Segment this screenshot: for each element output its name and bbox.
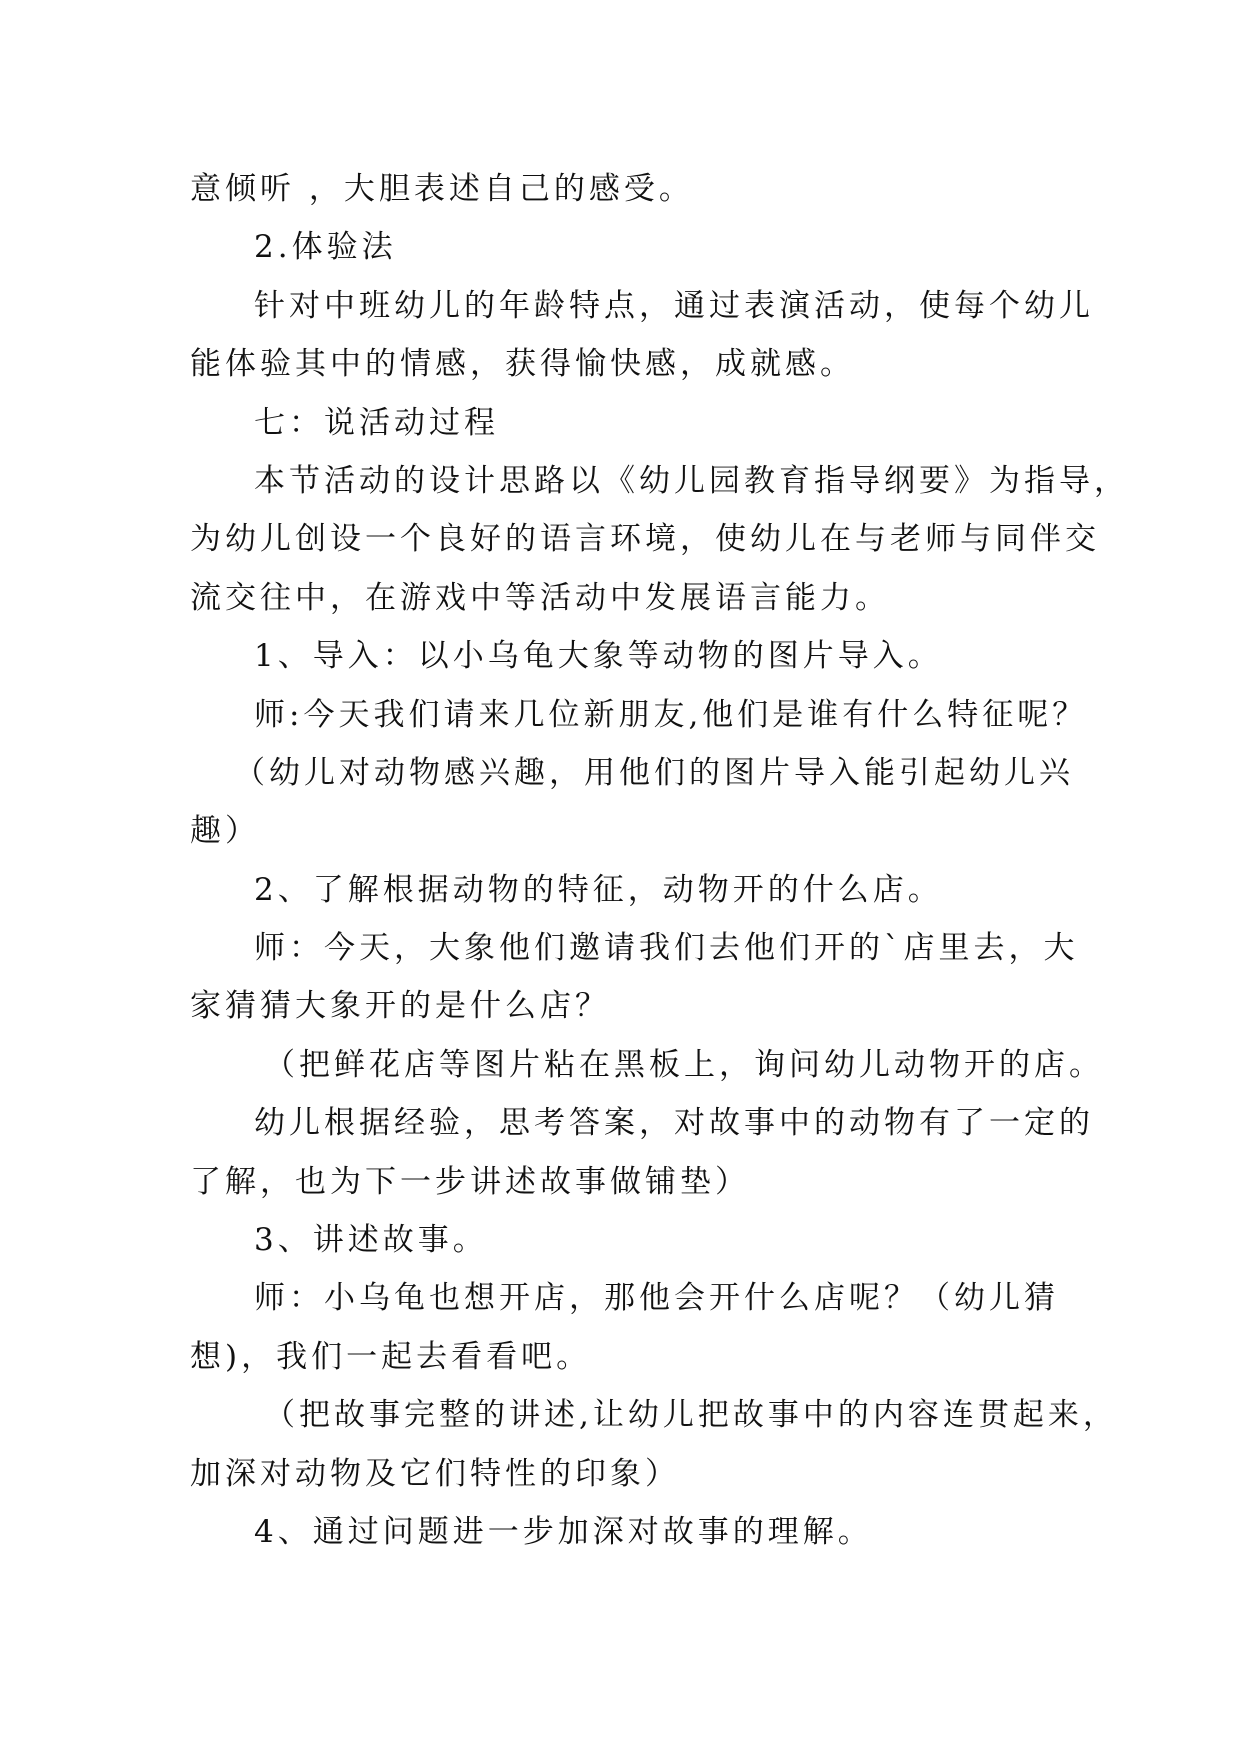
text-line: 了解，也为下一步讲述故事做铺垫） <box>190 1163 750 1200</box>
note-line: （幼儿对动物感兴趣，用他们的图片导入能引起幼儿兴 <box>234 754 1074 791</box>
text-line: 为幼儿创设一个良好的语言环境，使幼儿在与老师与同伴交 <box>190 521 1100 558</box>
teacher-line: 师：小乌龟也想开店，那他会开什么店呢？（幼儿猜 <box>254 1280 1059 1317</box>
text-line: 家猜猜大象开的是什么店？ <box>190 988 610 1025</box>
note-line: （把鲜花店等图片粘在黑板上，询问幼儿动物开的店。 <box>264 1046 1104 1083</box>
teacher-line: 师：今天，大象他们邀请我们去他们开的`店里去，大 <box>254 930 1079 967</box>
section-heading: 七：说活动过程 <box>254 404 499 441</box>
text-line: 加深对动物及它们特性的印象） <box>190 1455 680 1492</box>
document-body <box>190 160 1129 1561</box>
section-heading: 2.体验法 <box>254 229 397 266</box>
text-line: 流交往中，在游戏中等活动中发展语言能力。 <box>190 579 890 616</box>
step-heading: 4、通过问题进一步加深对故事的理解。 <box>254 1513 873 1550</box>
text-line: 能体验其中的情感，获得愉快感，成就感。 <box>190 346 855 383</box>
text-line: 趣） <box>190 813 260 850</box>
step-heading: 1、导入：以小乌龟大象等动物的图片导入。 <box>254 638 943 675</box>
note-line: （把故事完整的讲述,让幼儿把故事中的内容连贯起来， <box>264 1397 1118 1434</box>
step-heading: 2、了解根据动物的特征，动物开的什么店。 <box>254 871 943 908</box>
step-heading: 3、讲述故事。 <box>254 1222 488 1259</box>
teacher-line: 师:今天我们请来几位新朋友,他们是谁有什么特征呢？ <box>254 696 1088 733</box>
text-line: 想)，我们一起去看看吧。 <box>190 1338 592 1375</box>
text-line: 针对中班幼儿的年龄特点，通过表演活动，使每个幼儿 <box>254 287 1094 324</box>
text-line: 本节活动的设计思路以《幼儿园教育指导纲要》为指导， <box>254 462 1129 499</box>
text-line: 幼儿根据经验，思考答案，对故事中的动物有了一定的 <box>254 1105 1094 1142</box>
text-line: 意倾听 ，大胆表述自己的感受。 <box>190 171 694 207</box>
